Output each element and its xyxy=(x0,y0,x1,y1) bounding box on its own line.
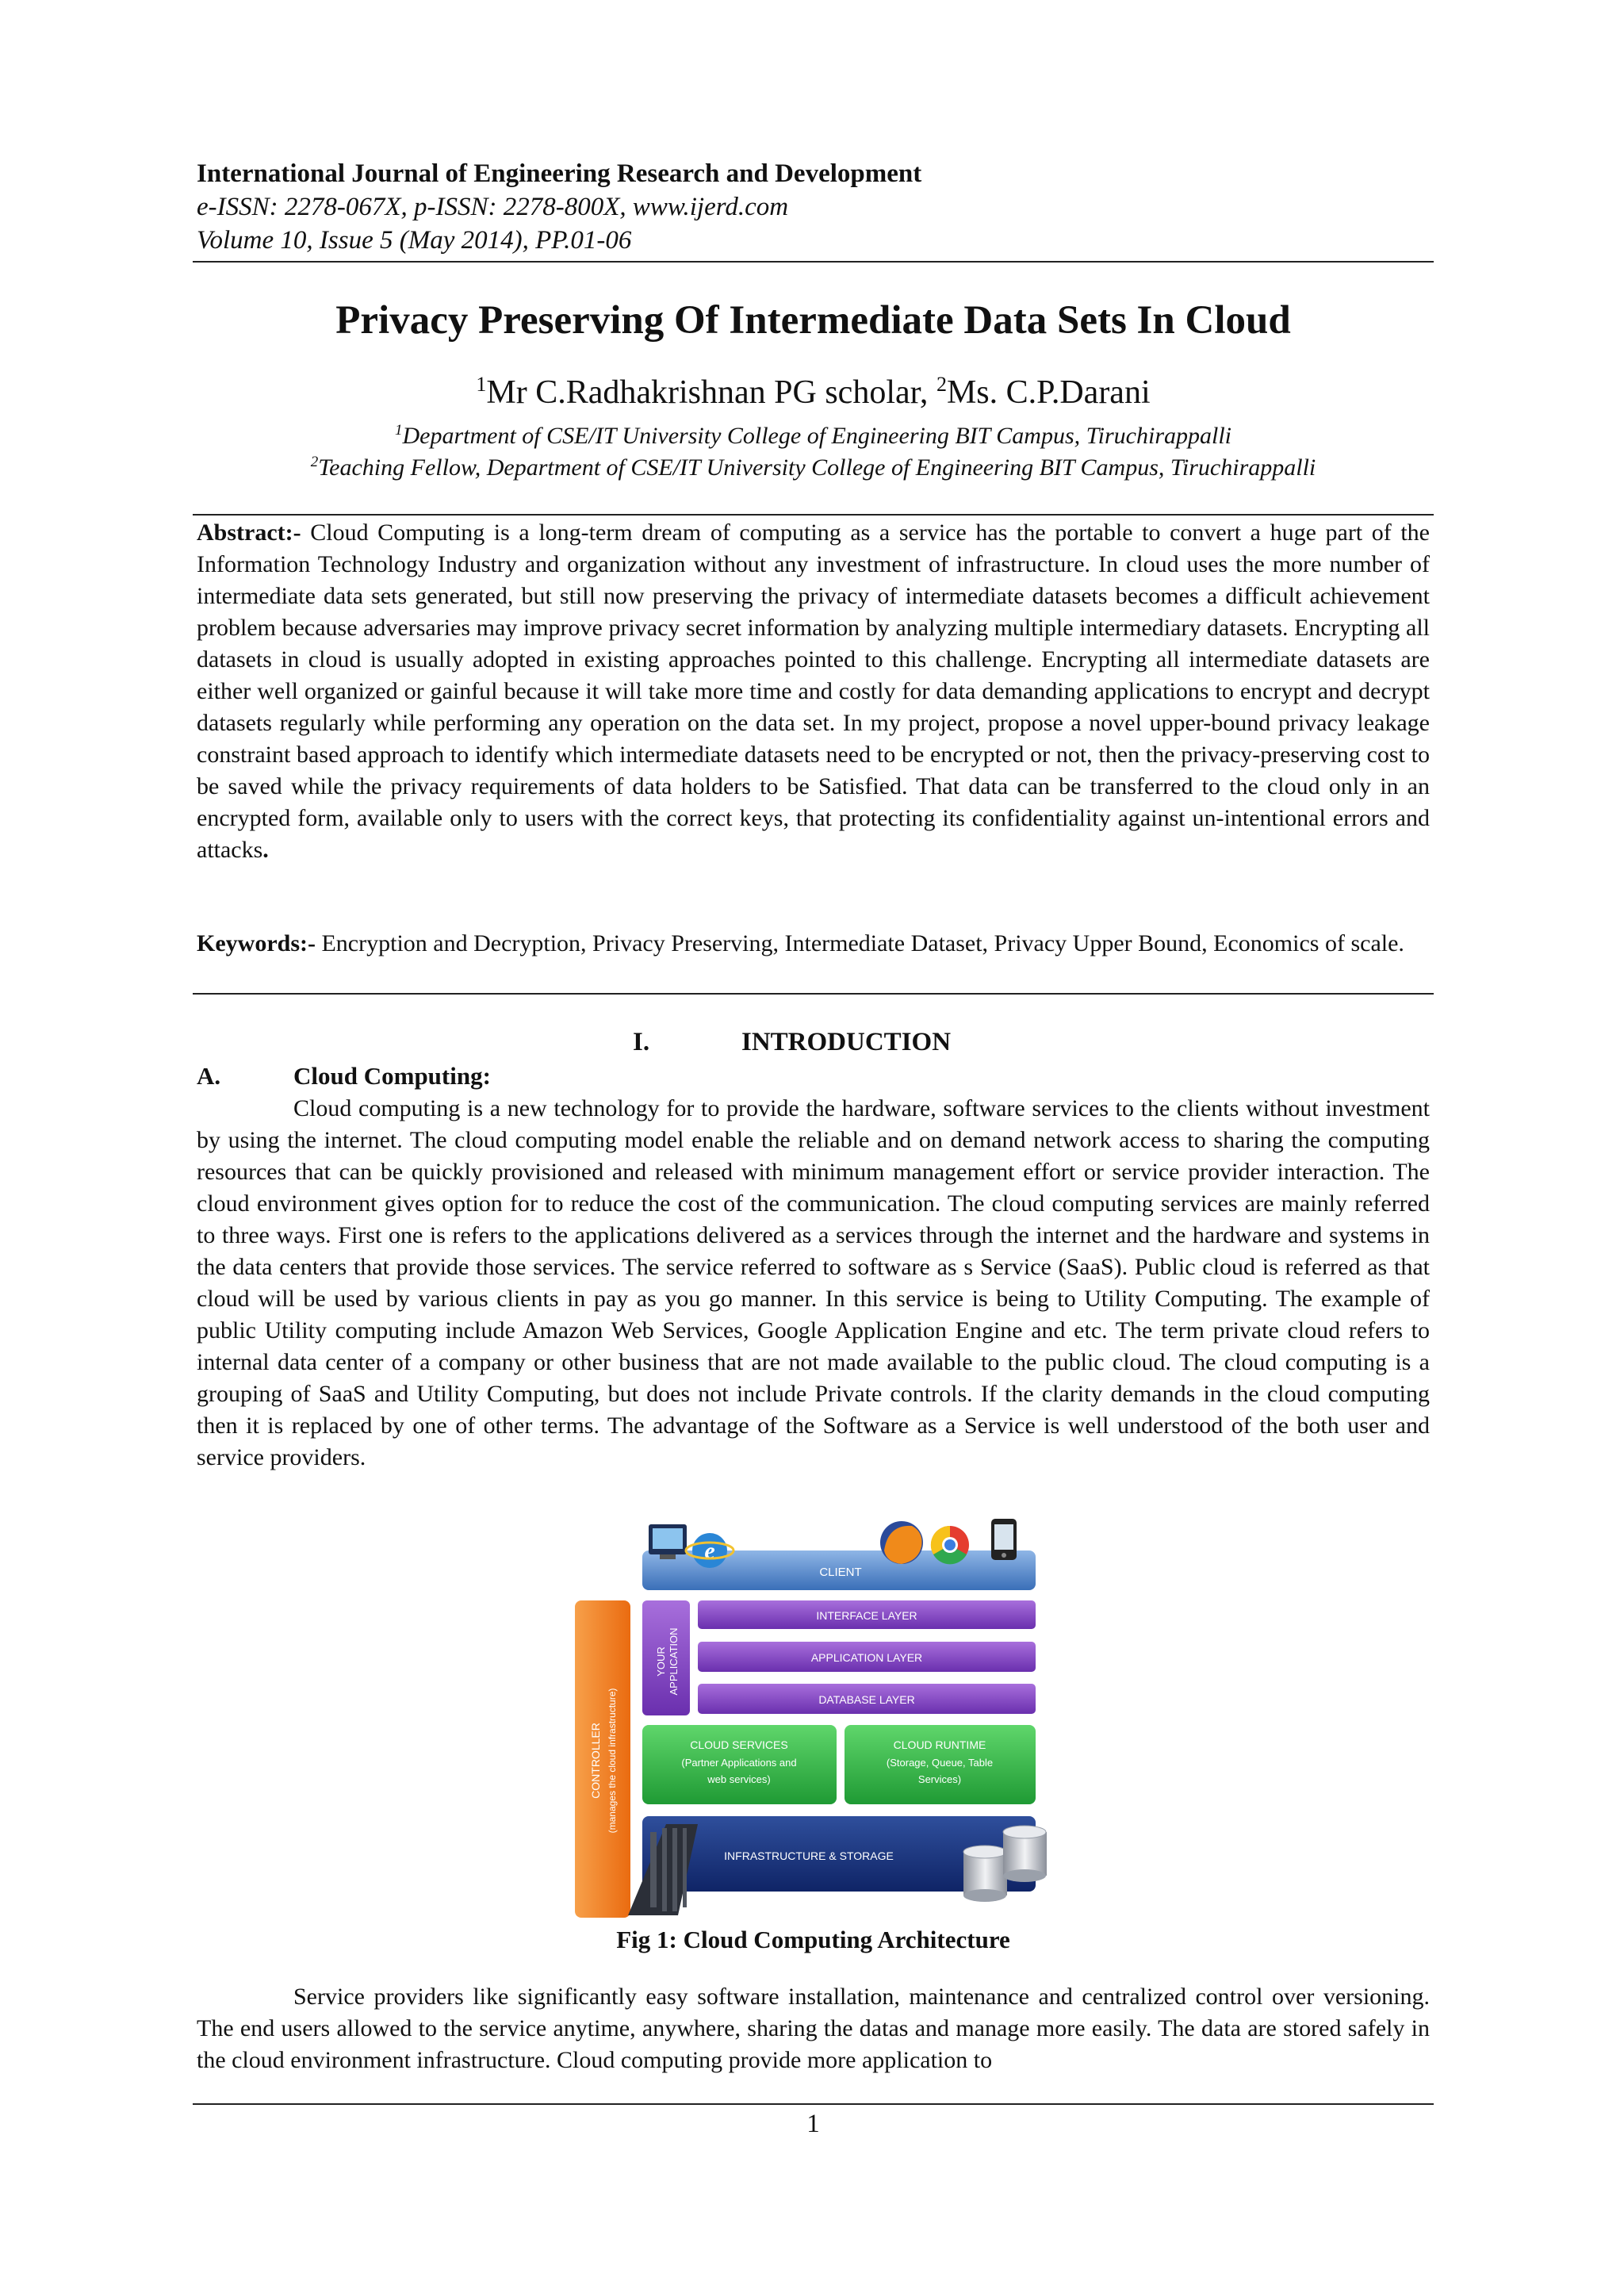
cloud-runtime-label-3: Services) xyxy=(917,1773,962,1785)
controller-label-1: CONTROLLER xyxy=(589,1723,602,1799)
affiliation-1-text: Department of CSE/IT University College of Engineering BIT Campus, Tiruchirappalli xyxy=(402,423,1232,449)
subsection-number: A. xyxy=(197,1062,221,1090)
keywords-label: Keywords:- xyxy=(197,930,316,956)
abstract-body: Cloud Computing is a long-term dream of computing as a service has the portable to convert a huge part of the Information Technology Industry and organization without any investment of infrastructure. In cloud uses the more number of intermediate data sets generated, but still now preserving the privacy of intermediate datasets becomes a difficult achievement problem because adversaries may improve privacy secret information by analyzing multiple intermediary datasets. Encrypting all datasets in cloud is usually adopted in existing approaches pointed to this challenge. Encrypting all intermediate datasets are either well organized or gainful because it will take more time and costly for data demanding applications to encrypt and decrypt datasets regularly while performing any operation on the data set. In my project, propose a novel upper-bound privacy leakage constraint based approach to identify which intermediate datasets need to be encrypted or not, then the privacy-preserving cost to be saved while the privacy requirements of data holders to be Satisfied. That data can be transferred to the cloud only in an encrypted form, available only to users with the correct keys, that protecting its confidentiality against un-intentional errors and attacks xyxy=(197,519,1431,863)
affiliation-1 xyxy=(193,422,1434,450)
interface-layer-label: INTERFACE LAYER xyxy=(816,1609,917,1622)
svg-text:e: e xyxy=(704,1538,715,1564)
section-name: INTRODUCTION xyxy=(741,1028,952,1056)
application-layer-label: APPLICATION LAYER xyxy=(810,1651,923,1664)
intro-paragraph: Cloud computing is a new technology for to provide the hardware, software services to the clients without investment by using the internet. The cloud computing model enable the reliable and on demand network access to sharing the computing resources that can be quickly provisioned and released with minimum management effort or service provider interaction. The cloud environment gives option for to reduce the cost of the communication. The cloud computing services are mainly referred to three ways. First one is refers to the applications delivered as a services through the internet and the hardware and systems in the data centers that provide those services. The service referred to software as s Service (SaaS). Public cloud is referred as that cloud will be used by various clients in pay as you go manner. In this service is being to Utility Computing. The example of public Utility computing include Amazon Web Services, Google Application Engine and etc. The term private cloud refers to internal data center of a company or other business that are not made available to the public cloud. The cloud computing is a grouping of SaaS and Utility Computing, but does not include Private controls. If the clarity demands in the cloud computing then it is replaced by one of other terms. The advantage of the Software as a Service is well understood of the both user and service providers. xyxy=(197,1095,1430,1470)
paper-title: Privacy Preserving Of Intermediate Data Sets In Cloud xyxy=(335,298,1291,343)
server-rack-icon xyxy=(628,1824,698,1915)
journal-header xyxy=(197,157,1434,257)
cloud-services-label-3: web services) xyxy=(707,1773,771,1785)
affiliation-2 xyxy=(193,454,1434,481)
author-line xyxy=(193,373,1434,412)
subsection-name: Cloud Computing: xyxy=(293,1062,491,1090)
cloud-services-label-2: (Partner Applications and xyxy=(681,1757,797,1769)
keywords xyxy=(197,928,1430,960)
keywords-bottom-rule xyxy=(193,993,1434,995)
abstract-label: Abstract:- xyxy=(197,519,301,546)
infrastructure-label: INFRASTRUCTURE & STORAGE xyxy=(724,1849,894,1862)
section-number: I. xyxy=(633,1028,650,1056)
affiliation-2-sup: 2 xyxy=(310,454,319,470)
cloud-services-label-1: CLOUD SERVICES xyxy=(690,1738,788,1751)
paragraph-2: Service providers like significantly easy software installation, maintenance and centralized control over versioning. The end users allowed to the service anytime, anywhere, sharing the datas and manage more easily. The data are stored safely in the cloud environment infrastructure. Cloud computing provide more application to xyxy=(197,1984,1430,2073)
cloud-runtime-label-2: (Storage, Queue, Table xyxy=(886,1757,994,1769)
client-label: CLIENT xyxy=(819,1566,862,1579)
journal-volume: Volume 10, Issue 5 (May 2014), PP.01-06 xyxy=(197,226,632,255)
author-1: Mr C.Radhakrishnan PG scholar, xyxy=(486,374,929,411)
monitor-icon xyxy=(649,1524,687,1559)
abstract-top-rule xyxy=(193,514,1434,516)
abstract-end: . xyxy=(262,837,269,863)
controller-label-2: (manages the cloud infrastructure) xyxy=(607,1688,618,1834)
footer-rule xyxy=(193,2103,1434,2105)
browser-firefox-icon xyxy=(880,1521,923,1564)
affiliation-1-sup: 1 xyxy=(394,422,403,439)
author-2-sup: 2 xyxy=(936,373,947,396)
controller-bar xyxy=(575,1600,630,1918)
journal-name: International Journal of Engineering Research and Development xyxy=(197,159,922,188)
affiliation-2-text: Teaching Fellow, Department of CSE/IT University College of Engineering BIT Campus, Tiruchirappalli xyxy=(318,454,1316,481)
your-application-label-2: APPLICATION xyxy=(668,1627,680,1696)
page-number: 1 xyxy=(806,2110,820,2138)
browser-chrome-icon xyxy=(931,1526,969,1564)
author-1-sup: 1 xyxy=(476,373,487,396)
cloud-runtime-label-1: CLOUD RUNTIME xyxy=(893,1738,986,1751)
mobile-phone-icon xyxy=(991,1519,1017,1560)
your-application-label-1: YOUR xyxy=(655,1646,667,1677)
keywords-body: Encryption and Decryption, Privacy Preserving, Intermediate Dataset, Privacy Upper Bound, Economics of scale. xyxy=(321,930,1404,956)
header-rule xyxy=(193,261,1434,263)
journal-issn: e-ISSN: 2278-067X, p-ISSN: 2278-800X, www.ijerd.com xyxy=(197,193,789,221)
figure-caption: Fig 1: Cloud Computing Architecture xyxy=(616,1926,1010,1953)
database-layer-label: DATABASE LAYER xyxy=(818,1693,915,1706)
cloud-architecture-figure xyxy=(571,1515,1055,1927)
abstract xyxy=(197,517,1430,866)
author-2: Ms. C.P.Darani xyxy=(946,374,1151,411)
